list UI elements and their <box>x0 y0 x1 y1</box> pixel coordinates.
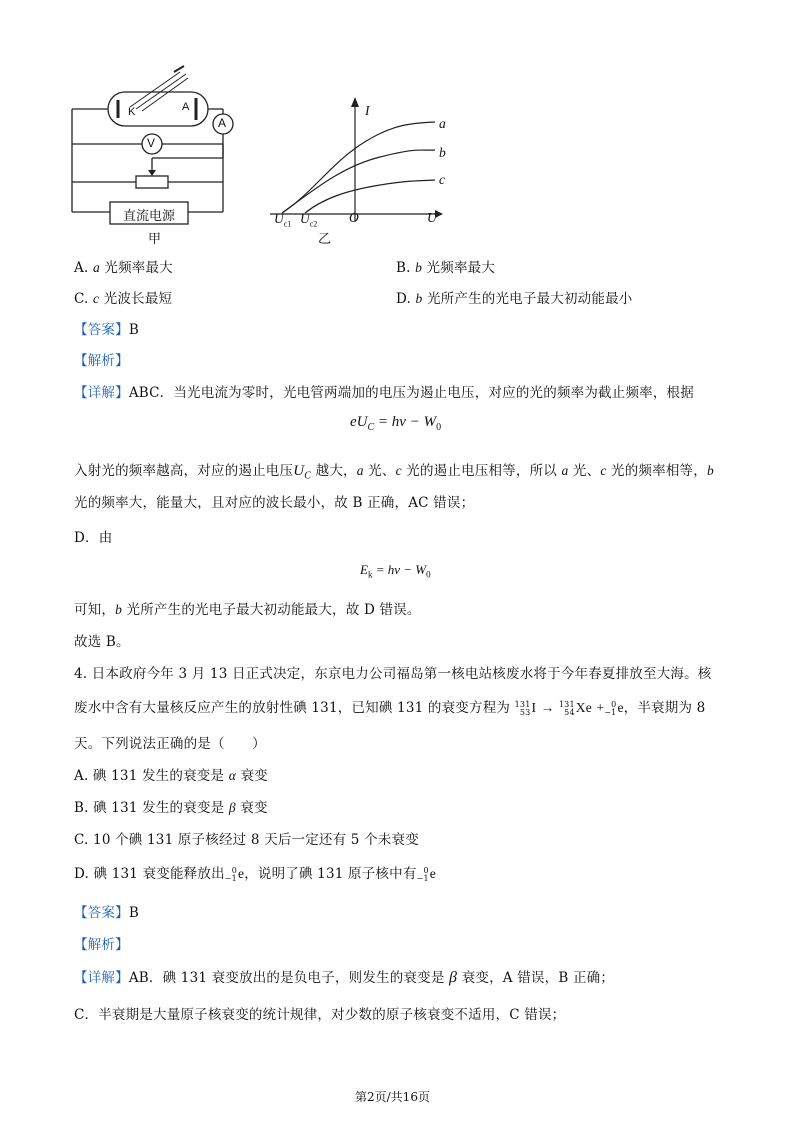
figure-jia-caption: 甲 <box>148 232 162 247</box>
q3-option-a: A. a 光频率最大 <box>74 260 173 276</box>
ammeter-label: A <box>218 116 227 130</box>
q3-answer: 【答案】B <box>74 322 139 338</box>
q3-equation-2: $E_k = h\nu - W_0$ <box>360 562 431 580</box>
iu-graph <box>270 95 450 225</box>
anode-label: A <box>182 101 190 113</box>
voltmeter-label: V <box>147 136 156 150</box>
q3-detail-4: D．由 <box>74 530 113 546</box>
q4-detail-1: 【详解】AB．碘 131 衰变放出的是负电子，则发生的衰变是 β 衰变，A 错误，B 正确； <box>74 969 615 986</box>
page-footer: 第2页/共16页 <box>355 1090 430 1104</box>
q4-option-b: B. 碘 131 发生的衰变是 β 衰变 <box>74 800 268 816</box>
curve-a-label: a <box>439 116 446 131</box>
q3-option-d: D. b 光所产生的光电子最大初动能最小 <box>396 291 633 307</box>
q4-option-c: C. 10 个碘 131 原子核经过 8 天后一定还有 5 个未衰变 <box>74 832 419 848</box>
q3-detail-1: 【详解】ABC．当光电流为零时，光电管两端加的电压为遏止电压，对应的光的频率为截止频率，根据 <box>74 385 694 401</box>
q3-detail-3: 光的频率大，能量大，且对应的波长最小，故 B 正确，AC 错误； <box>74 495 475 511</box>
uc1-label: $U_{c1}$ <box>274 211 292 229</box>
q4-detail-2: C．半衰期是大量原子核衰变的统计规律，对少数的原子核衰变不适用，C 错误； <box>74 1007 566 1023</box>
origin-label: O <box>349 210 359 225</box>
q3-detail-6: 故选 B。 <box>74 634 130 650</box>
q3-equation-1: $eU_C = h\nu - W_0$ <box>350 414 442 433</box>
figure-yi-caption: 乙 <box>318 232 332 247</box>
q4-analysis-label: 【解析】 <box>74 937 129 953</box>
q3-detail-2: 入射光的频率越高，对应的遏止电压$U_C$ 越大，a 光、c 光的遏止电压相等，所以 a 光、c 光的频率相等，b <box>74 463 714 482</box>
q3-detail-5: 可知，b 光所产生的光电子最大初动能最大，故 D 错误。 <box>74 602 421 618</box>
axis-u-label: U <box>427 210 437 225</box>
q3-option-c: C. c 光波长最短 <box>74 291 173 307</box>
q4-answer: 【答案】B <box>74 905 139 921</box>
q4-stem-3: 天。下列说法正确的是（ ） <box>74 736 266 752</box>
curve-c-label: c <box>439 172 445 187</box>
uc2-label: $U_{c2}$ <box>300 211 318 229</box>
curve-b-label: b <box>439 145 446 160</box>
q3-option-b: B. b 光频率最大 <box>396 260 496 276</box>
q4-option-a: A. 碘 131 发生的衰变是 α 衰变 <box>74 768 268 784</box>
cathode-label: K <box>128 106 136 118</box>
q3-analysis-label: 【解析】 <box>74 353 129 369</box>
q4-stem-1: 4. 日本政府今年 3 月 13 日正式决定，东京电力公司福岛第一核电站核废水将于今年春夏排放至大海。核 <box>74 666 712 682</box>
q4-stem-2: 废水中含有大量核反应产生的放射性碘 131，已知碘 131 的衰变方程为 131 53 I → 131 54 Xe + 0 −1 e，半衰期为 8 <box>74 699 706 717</box>
power-supply-label: 直流电源 <box>123 209 176 224</box>
q4-option-d: D. 碘 131 衰变能释放出 0 −1 e，说明了碘 131 原子核中有 0 −1 e <box>74 865 436 883</box>
axis-i-label: I <box>365 103 370 118</box>
